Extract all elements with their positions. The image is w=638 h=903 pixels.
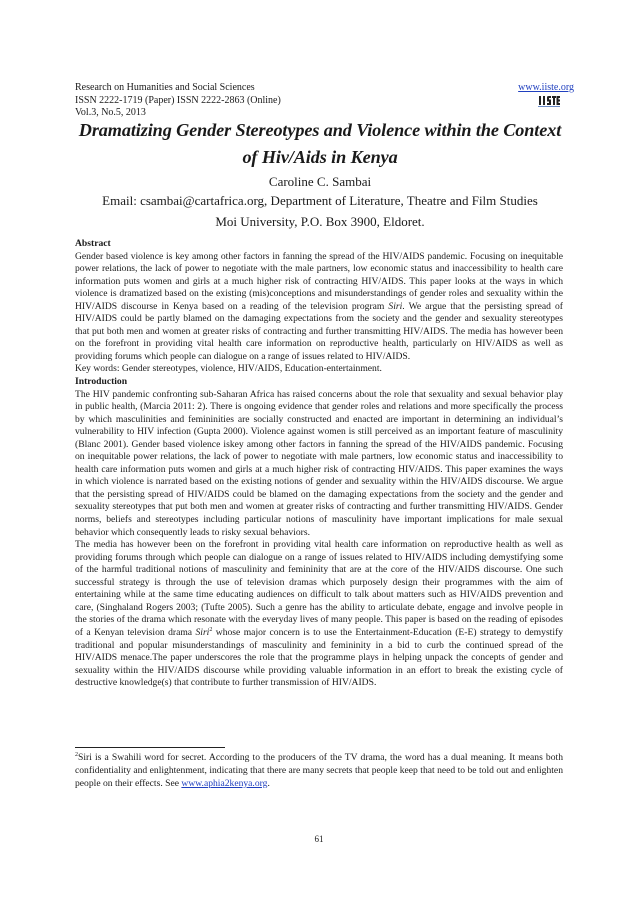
footnote-number: 2 xyxy=(75,751,78,758)
author-affiliation: Email: csambai@cartafrica.org, Department of Literature, Theatre and Film Studies xyxy=(102,193,538,208)
paper-body xyxy=(75,238,563,690)
siri-title: Siri xyxy=(388,300,403,312)
journal-name: Research on Humanities and Social Sciences xyxy=(75,82,255,93)
journal-volume: Vol.3, No.5, 2013 xyxy=(75,107,146,118)
journal-issn: ISSN 2222-1719 (Paper) ISSN 2222-2863 (Online) xyxy=(75,94,281,106)
site-link[interactable]: www.iiste.org xyxy=(518,82,574,93)
footnote-text: Siri is a Swahili word for secret. According to the producers of the TV drama, the word has a dual meaning. It means both confidentiality and enlightenment, indicating that there are many secrets that people keep that need to be told out and enlighten people on their effects. See xyxy=(75,752,563,789)
introduction-heading: Introduction xyxy=(75,376,128,388)
footnote-link[interactable]: www.aphia2kenya.org xyxy=(181,777,268,789)
journal-header xyxy=(75,82,575,120)
footnote: $^2$Siri is a Swahili word for secret. According to the producers of the TV drama, the word has a dual meaning. It means both confidentiality and enlightenment, indicating that there are many secrets that people keep that need to be told out and enlighten people on their effects. See www.aphia2kenya.org. xyxy=(75,751,563,789)
keywords: Key words: Gender stereotypes, violence, HIV/AIDS, Education-entertainment. xyxy=(75,363,382,375)
abstract-heading: Abstract xyxy=(75,238,111,249)
author-address: Moi University, P.O. Box 3900, Eldoret. xyxy=(215,214,425,229)
page-number: 61 xyxy=(314,834,324,844)
author-name: Caroline C. Sambai xyxy=(268,174,372,189)
paper-title: Dramatizing Gender Stereotypes and Violence within the Context of Hiv/Aids in Kenya xyxy=(78,120,562,167)
siri-title: Siri xyxy=(195,626,210,638)
introduction-paragraph-1: The HIV pandemic confronting sub-Saharan Africa has raised concerns about the role that sexuality and sexual behavior play in public health, (Marcia 2011: 2). There is ongoing evidence that gender roles and relations and more specifically the process by which masculinities and femininities are socially constructed and enacted are important in determining an individual’s vulnerability to HIV infection (Gupta 2000). Violence against women is still perceived as an important feature of masculinity (Blanc 2001). Gender based violence iskey among other factors in fanning the spread of the HIV/AIDS pandemic. Focusing on inequitable power relations, the lack of power to negotiate with male partners, low economic status and inaccessibility to health care information puts women and girls at a much higher risk of contracting HIV/AIDS. This paper examines the ways in which violence is narrated based on the existing notions of gender and sexuality within the HIV/AIDS discourse. We argue that the persisting spread of HIV/AIDS could be blamed on the damaging expectations from the society and the gender and sexuality stereotypes that put both men and women at greater risks of contracting and further transmitting HIV/AIDS. Gender norms, beliefs and stereotypes including particular notions of masculinity have important implications for male sexual behavior which consequently leads to risky sexual behaviors. xyxy=(75,388,563,538)
footnote-marker: 2 xyxy=(209,626,213,633)
footnote-divider xyxy=(75,747,225,748)
iiste-logo-icon xyxy=(537,93,561,109)
introduction-paragraph-2: The media has however been on the forefront in providing vital health care information on reproductive health as well as providing forums through which people can dialogue on a range of issues related to HIV/AIDS including demystifying some of the harmful traditional notions of masculinity and femininity that are at the core of the HIV/AIDS discourse. One such successful strategy is through the use of television dramas which purposely design their programmes with the aim of entertaining while at the same time educating audiences on difficult to talk about matters such as HIV/AIDS prevention and care, (Singhaland Rogers 2003; (Tufte 2005). Such a genre has the ability to articulate debate, engage and involve people in the stories of the drama which resonate with the everyday lives of many people. This paper is based on the reading of episodes of a Kenyan television drama Siri$^2$ whose major concern is to use the Entertainment-Education (E-E) strategy to demystify traditional and popular misunderstandings of masculinity and femininity in a bid to curb the continued spread of the HIV/AIDS menace.The paper underscores the role that the programme plays in helping unpack the concepts of gender and sexuality within the HIV/AIDS discourse while providing valuable information in an effort to break the existing cycle of destructive knowledge(s) that contribute to further transmission of HIV/AIDS. xyxy=(75,539,564,689)
abstract-text: Gender based violence is key among other factors in fanning the spread of the HIV/AIDS pandemic. Focusing on inequitable power relations, the lack of power to negotiate with the male partners, low economic status and inaccessibility to health care information puts women and girls at a much higher risk of contracting HIV/AIDS. This paper looks at the ways in which violence is dramatized based on the existing (mis)conceptions and misunderstandings of gender roles and sexuality within the HIV/AIDS discourse in Kenya based on a reading of the television program Siri. We argue that the persisting spread of HIV/AIDS could be partly blamed on the damaging expectations from the society and the gender and sexuality stereotypes that put both men and women at greater risks of contracting and further transmitting HIV/AIDS. The media has however been on the forefront in providing vital health care information on reproductive health, particularly on HIV/AIDS as well as providing forums which people can dialogue on a range of issues related to HIV/AIDS. xyxy=(75,250,563,362)
